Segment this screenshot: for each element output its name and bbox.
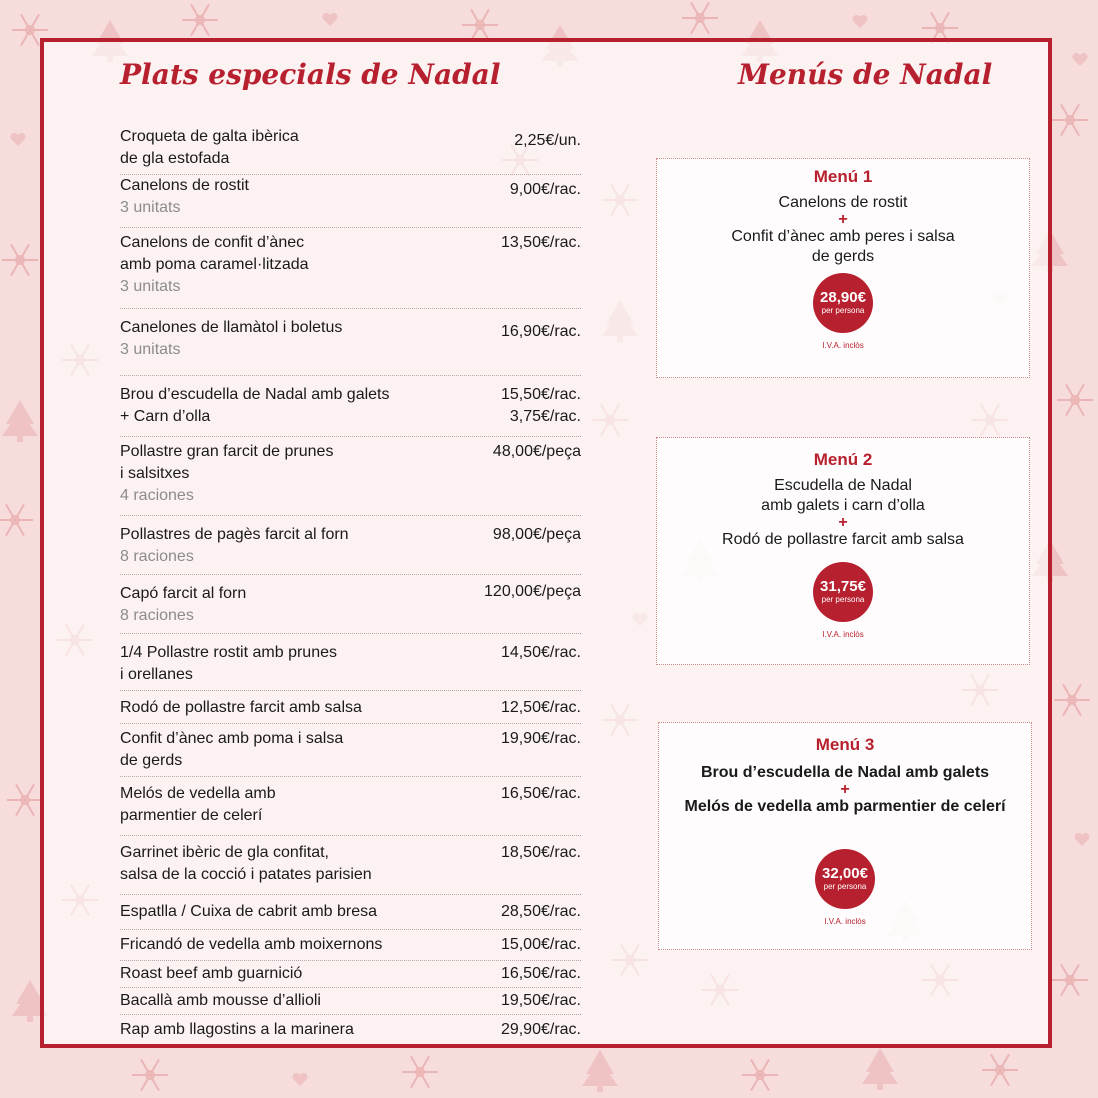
plus-sign: + [838, 211, 848, 228]
dish-price: 16,90€/rac. [500, 323, 581, 340]
menu-card-3 [658, 722, 1032, 950]
dish-item [120, 575, 581, 634]
dish-name: Roast beef amb guarnició [120, 965, 303, 982]
price-badge [813, 562, 873, 622]
menu-title: Menú 2 [813, 450, 873, 469]
dish-item [120, 930, 581, 961]
dish-units: 8 raciones [120, 548, 194, 565]
dish-price: 12,50€/rac. [500, 699, 581, 716]
dish-units: 3 unitats [120, 199, 181, 216]
dish-item [120, 228, 581, 309]
dish-price: 120,00€/peça [484, 583, 581, 600]
menu-title: Menú 3 [815, 735, 875, 754]
price-per: per persona [821, 595, 865, 604]
price-amount: 28,90€ [820, 289, 866, 306]
dish-name: Canelones de llamàtol i boletus [120, 319, 343, 336]
dish-price: 15,00€/rac. [500, 936, 581, 953]
dish-item [120, 1015, 581, 1047]
dish-name: 1/4 Pollastre rostit amb prunes i orellanes [120, 644, 337, 683]
menu-card-1 [656, 158, 1030, 378]
menu-course-line: Escudella de Nadal [774, 477, 912, 494]
dish-price: 15,50€/rac. 3,75€/rac. [500, 386, 581, 425]
plus-sign: + [840, 781, 850, 798]
dish-item [120, 836, 581, 895]
dish-name: Croqueta de galta ibèrica de gla estofada [120, 128, 299, 167]
price-badge [813, 273, 873, 333]
dish-item [120, 988, 581, 1015]
dish-name: Espatlla / Cuixa de cabrit amb bresa [120, 903, 378, 920]
menu-course-line: de gerds [811, 248, 875, 265]
vat-note: I.V.A. inclòs [822, 341, 864, 350]
dish-item [120, 777, 581, 836]
menus-section-title: Menús de Nadal [738, 58, 993, 91]
dish-name: Garrinet ibèric de gla confitat, salsa de la cocció i patates parisien [120, 844, 372, 883]
menu-card-2 [656, 437, 1030, 665]
dish-units: 3 unitats [120, 341, 181, 358]
dish-price: 19,50€/rac. [500, 992, 581, 1009]
dish-item [120, 376, 581, 437]
dish-item [120, 437, 581, 516]
dish-price: 48,00€/peça [492, 443, 581, 460]
dish-name: Capó farcit al forn [120, 585, 247, 602]
price-amount: 32,00€ [822, 865, 868, 882]
menu-course-line: Confit d’ànec amb peres i salsa [731, 228, 955, 245]
dish-price: 28,50€/rac. [500, 903, 581, 920]
dish-list [120, 126, 581, 1047]
dish-name: Rap amb llagostins a la marinera [120, 1021, 354, 1038]
dish-price: 16,50€/rac. [500, 785, 581, 802]
dish-name: Fricandó de vedella amb moixernons [120, 936, 383, 953]
dishes-section-title: Plats especials de Nadal [120, 58, 501, 91]
menu-course-line: Brou d’escudella de Nadal amb galets [700, 764, 990, 781]
dish-price: 2,25€/un. [514, 132, 581, 149]
menu-course-line: amb galets i carn d’olla [761, 497, 925, 514]
price-amount: 31,75€ [820, 578, 866, 595]
price-per: per persona [821, 306, 865, 315]
dish-item [120, 175, 581, 228]
dish-item [120, 516, 581, 575]
dish-item [120, 691, 581, 724]
plus-sign: + [838, 514, 848, 531]
menu-course-line: Melós de vedella amb parmentier de celerí [684, 798, 1006, 815]
dish-name: Pollastre gran farcit de prunes i salsitxes [120, 443, 334, 482]
dish-units: 4 raciones [120, 487, 194, 504]
dish-item [120, 309, 581, 376]
dish-units: 8 raciones [120, 607, 194, 624]
dish-price: 98,00€/peça [492, 526, 581, 543]
dish-name: Canelons de rostit [120, 177, 249, 194]
dish-price: 29,90€/rac. [500, 1021, 581, 1038]
dish-item [120, 724, 581, 777]
dish-price: 9,00€/rac. [509, 181, 581, 198]
dish-item [120, 634, 581, 691]
price-per: per persona [823, 882, 867, 891]
dish-price: 18,50€/rac. [500, 844, 581, 861]
dish-name: Brou d’escudella de Nadal amb galets + Carn d’olla [120, 386, 390, 425]
dish-price: 13,50€/rac. [500, 234, 581, 251]
vat-note: I.V.A. inclòs [824, 917, 866, 926]
price-badge [815, 849, 875, 909]
dish-item [120, 126, 581, 175]
menu-title: Menú 1 [813, 167, 873, 186]
menu-course-line: Canelons de rostit [778, 194, 908, 211]
dish-item [120, 961, 581, 988]
dish-name: Bacallà amb mousse d’allioli [120, 992, 321, 1009]
dish-price: 19,90€/rac. [500, 730, 581, 747]
vat-note: I.V.A. inclòs [822, 630, 864, 639]
dish-item [120, 895, 581, 930]
dish-name: Canelons de confit d’ànec amb poma caramel·litzada [120, 234, 309, 273]
dish-name: Pollastres de pagès farcit al forn [120, 526, 349, 543]
dish-price: 16,50€/rac. [500, 965, 581, 982]
dish-price: 14,50€/rac. [500, 644, 581, 661]
dish-name: Rodó de pollastre farcit amb salsa [120, 699, 362, 716]
dish-name: Melós de vedella amb parmentier de celerí [120, 785, 276, 824]
menu-course-line: Rodó de pollastre farcit amb salsa [722, 531, 964, 548]
dish-name: Confit d’ànec amb poma i salsa de gerds [120, 730, 344, 769]
dish-units: 3 unitats [120, 278, 181, 295]
